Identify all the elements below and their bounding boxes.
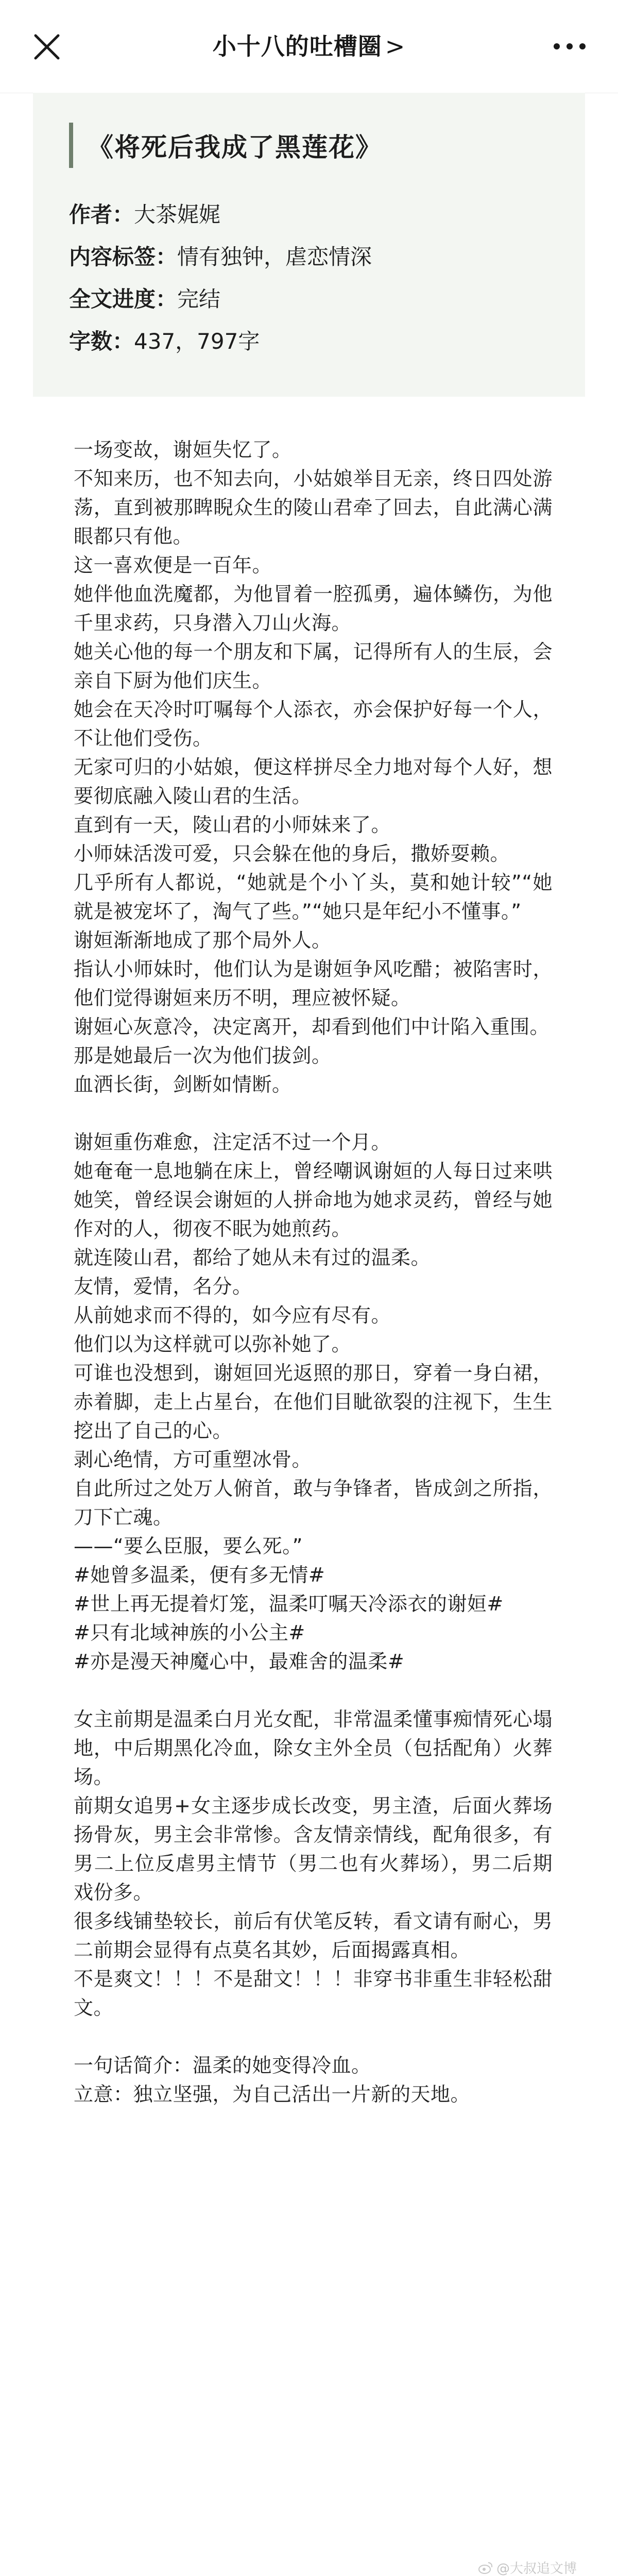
author-label: 作者： [69, 202, 134, 227]
author-value: 大茶娓娓 [134, 202, 221, 227]
watermark-text: @大叔追文博 [496, 2561, 577, 2576]
paragraph: 女主前期是温柔白月光女配，非常温柔懂事痴情死心塌地，中后期黑化冷血，除女主外全员（包括配角）火葬场。 [74, 1708, 553, 1788]
group-title: 小十八的吐槽圈 [212, 32, 382, 60]
paragraph: 很多线铺垫较长，前后有伏笔反转，看文请有耐心，男二前期会显得有点莫名其妙，后面揭露真相。 [74, 1910, 553, 1961]
hashtag-line: #只有北域神族的小公主# [74, 1621, 305, 1644]
hashtag-line: #她曾多温柔，便有多无情# [74, 1564, 325, 1586]
paragraph: 直到有一天，陵山君的小师妹来了。 [74, 814, 391, 836]
book-title: 《将死后我成了黑莲花》 [88, 132, 382, 162]
weibo-logo-icon [478, 2561, 493, 2574]
paragraph: 不是爽文！！！不是甜文！！！非穿书非重生非轻松甜文。 [74, 1968, 553, 2019]
paragraph-spacer [74, 1676, 553, 1705]
paragraph: 她会在天冷时叮嘱每个人添衣，亦会保护好每一个人，不让他们受伤。 [74, 698, 553, 750]
paragraph: 自此所过之处万人俯首，敢与争锋者，皆成剑之所指，刀下亡魂。 [74, 1477, 553, 1529]
more-dots-icon [552, 41, 588, 52]
theme-statement: 立意：独立坚强，为自己活出一片新的天地。 [74, 2083, 471, 2106]
paragraph: 就连陵山君，都给了她从未有过的温柔。 [74, 1246, 431, 1269]
word-count-row [69, 320, 372, 363]
paragraph: 不知来历，也不知去向，小姑娘举目无亲，终日四处游荡，直到被那睥睨众生的陵山君牵了回去，自此满心满眼都只有他。 [74, 467, 553, 548]
paragraph: 一场变故，谢姮失忆了。 [74, 438, 292, 461]
paragraph: 可谁也没想到，谢姮回光返照的那日，穿着一身白裙，赤着脚，走上占星台，在他们目眦欲裂的注视下，生生挖出了自己的心。 [74, 1362, 553, 1442]
paragraph: 谢姮心灰意冷，决定离开，却看到他们中计陷入重围。 [74, 1015, 550, 1038]
author-row [69, 194, 372, 236]
paragraph: 前期女追男+女主逐步成长改变，男主渣，后面火葬场扬骨灰，男主会非常惨。含友情亲情线，配角很多，有男二上位反虐男主情节（男二也有火葬场），男二后期戏份多。 [74, 1794, 553, 1904]
paragraph: 这一喜欢便是一百年。 [74, 554, 272, 577]
tags-value: 情有独钟，虐恋情深 [177, 244, 372, 269]
one-line-summary: 一句话简介：温柔的她变得冷血。 [74, 2054, 371, 2077]
paragraph: 谢姮重伤难愈，注定活不过一个月。 [74, 1131, 391, 1154]
hashtag-line: #世上再无提着灯笼，温柔叮嘱天冷添衣的谢姮# [74, 1592, 504, 1615]
group-title-link[interactable] [0, 30, 618, 63]
book-title-block [69, 123, 382, 168]
paragraph: 几乎所有人都说，“她就是个小丫头，莫和她计较”“她就是被宠坏了，淘气了些。”“她只是年纪小不懂事。” [74, 871, 553, 923]
paragraph-spacer [74, 2022, 553, 2051]
paragraph: 指认小师妹时，他们认为是谢姮争风吃醋；被陷害时，他们觉得谢姮来历不明，理应被怀疑。 [74, 958, 553, 1009]
paragraph: 她关心他的每一个朋友和下属，记得所有人的生辰，会亲自下厨为他们庆生。 [74, 640, 553, 692]
tags-row [69, 236, 372, 278]
chevron-right-icon: > [385, 32, 406, 60]
paragraph-spacer [74, 1099, 553, 1128]
top-navigation-bar [0, 0, 618, 93]
paragraph: 无家可归的小姑娘，便这样拼尽全力地对每个人好，想要彻底融入陵山君的生活。 [74, 756, 553, 807]
synopsis-body [74, 435, 553, 2109]
paragraph: 谢姮渐渐地成了那个局外人。 [74, 929, 332, 952]
paragraph: 那是她最后一次为他们拔剑。 [74, 1044, 332, 1067]
book-meta-list [69, 194, 372, 363]
paragraph: 从前她求而不得的，如今应有尽有。 [74, 1304, 391, 1327]
paragraph: 友情，爱情，名分。 [74, 1275, 252, 1298]
paragraph: 他们以为这样就可以弥补她了。 [74, 1333, 352, 1355]
tags-label: 内容标签： [69, 244, 178, 269]
paragraph: 血洒长街，剑断如情断。 [74, 1073, 292, 1096]
paragraph: 她奄奄一息地躺在床上，曾经嘲讽谢姮的人每日过来哄她笑，曾经误会谢姮的人拼命地为她求灵药，曾经与她作对的人，彻夜不眠为她煎药。 [74, 1160, 553, 1240]
progress-row [69, 278, 372, 320]
progress-label: 全文进度： [69, 286, 178, 312]
watermark [478, 2558, 577, 2576]
progress-value: 完结 [177, 286, 221, 312]
book-info-card [33, 93, 585, 397]
paragraph: 小师妹活泼可爱，只会躲在他的身后，撒娇耍赖。 [74, 842, 510, 865]
paragraph: ——“要么臣服，要么死。” [74, 1535, 303, 1557]
word-count-value: 437，797字 [134, 329, 260, 354]
word-count-label: 字数： [69, 329, 134, 354]
paragraph: 剥心绝情，方可重塑冰骨。 [74, 1448, 312, 1471]
paragraph: 她伴他血洗魔都，为他冒着一腔孤勇，遍体鳞伤，为他千里求药，只身潜入刀山火海。 [74, 583, 553, 634]
hashtag-line: #亦是漫天神魔心中，最难舍的温柔# [74, 1650, 405, 1673]
more-button[interactable] [547, 31, 592, 62]
